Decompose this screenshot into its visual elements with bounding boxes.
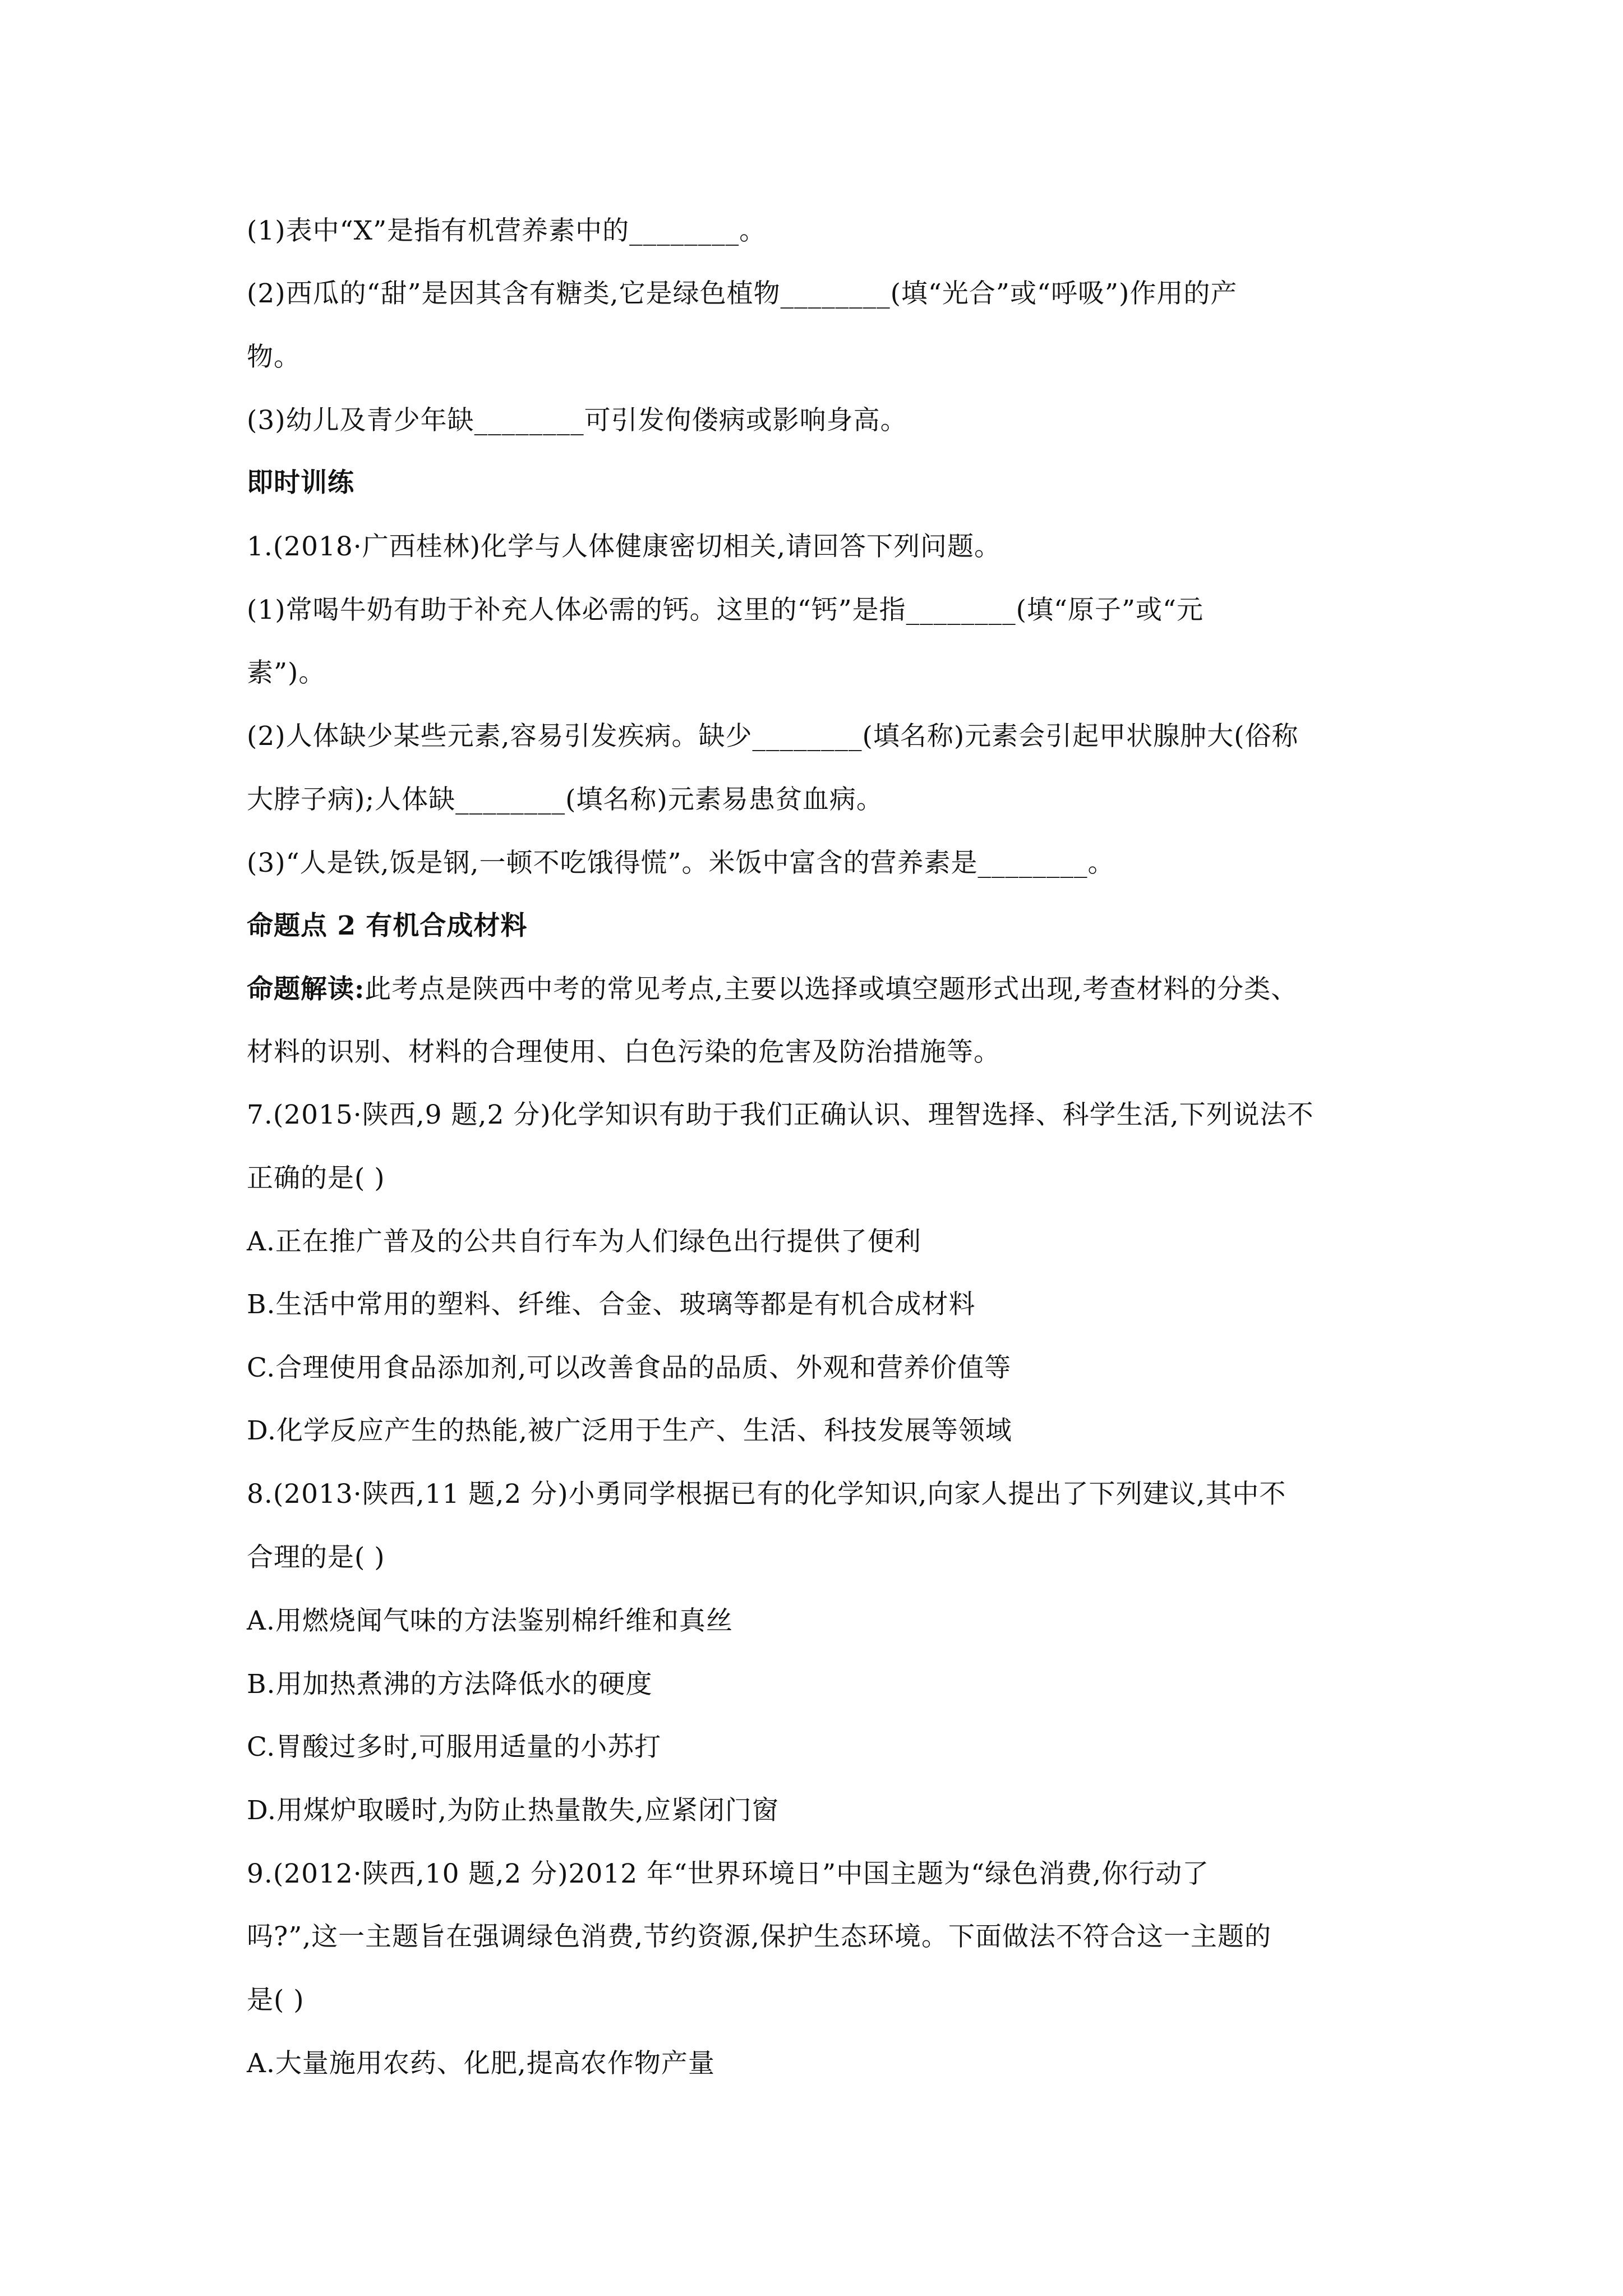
- q9-stem-line2: 吗?”,这一主题旨在强调绿色消费,节约资源,保护生态环境。下面做法不符合这一主题的: [247, 1921, 1272, 1952]
- q1-sub1-line2: 素”)。: [247, 657, 326, 688]
- q9-stem-line3: 是( ): [247, 1985, 305, 2016]
- q7-stem-line1: 7.(2015·陕西,9 题,2 分)化学知识有助于我们正确认识、理智选择、科学生活,下列说法不: [247, 1099, 1314, 1130]
- q8-option-b: B.用加热煮沸的方法降低水的硬度: [247, 1669, 653, 1700]
- analysis-text: 此考点是陕西中考的常见考点,主要以选择或填空题形式出现,考查材料的分类、: [365, 974, 1298, 1005]
- section-heading-materials: 命题点 2 有机合成材料: [247, 910, 528, 941]
- q1-stem: 1.(2018·广西桂林)化学与人体健康密切相关,请回答下列问题。: [247, 531, 1002, 562]
- q-deficiency-line: (3)幼儿及青少年缺________可引发佝偻病或影响身高。: [247, 405, 907, 436]
- q7-option-d: D.化学反应产生的热能,被广泛用于生产、生活、科技发展等领域: [247, 1415, 1012, 1446]
- q8-stem-line1: 8.(2013·陕西,11 题,2 分)小勇同学根据已有的化学知识,向家人提出了下列建议,其中不: [247, 1479, 1287, 1510]
- section-heading-practice: 即时训练: [247, 467, 354, 498]
- q8-stem-line2: 合理的是( ): [247, 1542, 385, 1573]
- analysis-line1: [247, 973, 1298, 1006]
- q7-option-c: C.合理使用食品添加剂,可以改善食品的品质、外观和营养价值等: [247, 1352, 1012, 1383]
- q9-stem-line1: 9.(2012·陕西,10 题,2 分)2012 年“世界环境日”中国主题为“绿色消费,你行动了: [247, 1858, 1210, 1889]
- analysis-label: 命题解读:: [247, 974, 365, 1005]
- q1-sub2-line1: (2)人体缺少某些元素,容易引发疾病。缺少________(填名称)元素会引起甲状腺肿大(俗称: [247, 721, 1299, 752]
- q1-sub3: (3)“人是铁,饭是钢,一顿不吃饿得慌”。米饭中富含的营养素是________。: [247, 848, 1115, 878]
- q1-sub1-line1: (1)常喝牛奶有助于补充人体必需的钙。这里的“钙”是指________(填“原子”或“元: [247, 595, 1204, 625]
- q7-option-a: A.正在推广普及的公共自行车为人们绿色出行提供了便利: [247, 1226, 921, 1257]
- q-watermelon-line1: (2)西瓜的“甜”是因其含有糖类,它是绿色植物________(填“光合”或“呼吸”)作用的产: [247, 278, 1238, 309]
- q8-option-d: D.用煤炉取暖时,为防止热量散失,应紧闭门窗: [247, 1795, 779, 1826]
- q9-option-a: A.大量施用农药、化肥,提高农作物产量: [247, 2048, 715, 2079]
- analysis-line2: 材料的识别、材料的合理使用、白色污染的危害及防治措施等。: [247, 1037, 1000, 1068]
- q7-option-b: B.生活中常用的塑料、纤维、合金、玻璃等都是有机合成材料: [247, 1289, 976, 1320]
- q7-stem-line2: 正确的是( ): [247, 1163, 385, 1194]
- q-x-blank: (1)表中“X”是指有机营养素中的________。: [247, 215, 767, 246]
- q8-option-a: A.用燃烧闻气味的方法鉴别棉纤维和真丝: [247, 1605, 733, 1636]
- q-watermelon-line2: 物。: [247, 342, 301, 372]
- q8-option-c: C.胃酸过多时,可服用适量的小苏打: [247, 1732, 662, 1763]
- q1-sub2-line2: 大脖子病);人体缺________(填名称)元素易患贫血病。: [247, 784, 883, 815]
